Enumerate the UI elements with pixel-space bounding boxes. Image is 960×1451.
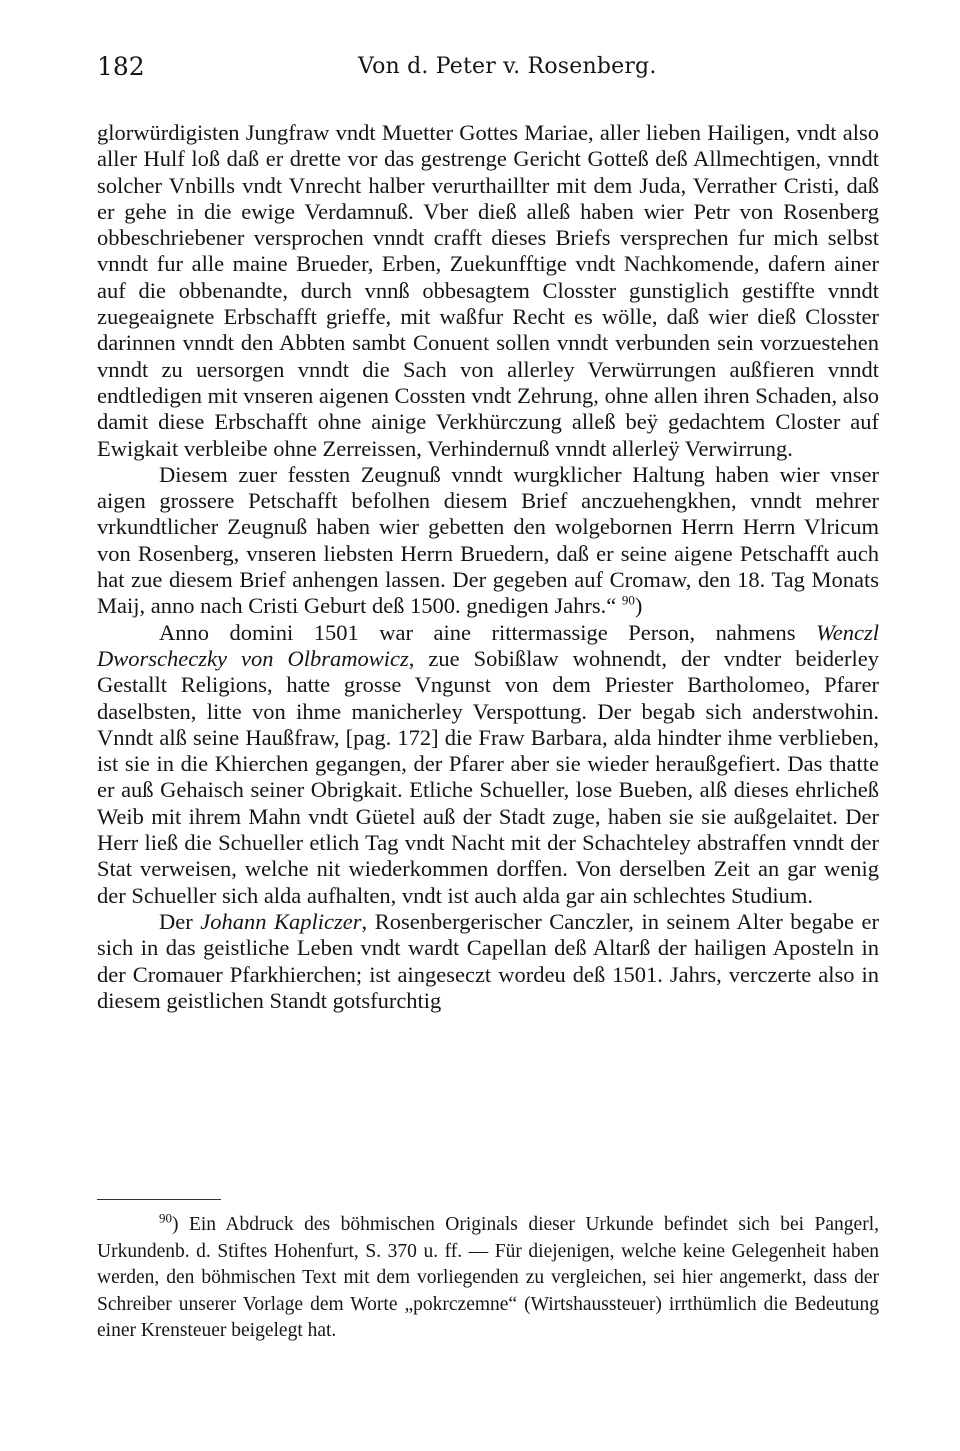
footnote-reference-paren: ): [634, 593, 643, 619]
main-text: [97, 120, 879, 1014]
footnote-reference: 90: [621, 592, 635, 608]
paragraph-3: [97, 620, 879, 909]
paragraph-2: [97, 462, 879, 620]
paragraph-4-start: Der: [159, 908, 201, 934]
paragraph-4-rest: , Rosenbergerischer Canczler, in seinem Alter begabe er sich in das geistliche Leben vndt wardt Capellan deß Altarß der hailigen Aposteln in der Cromauer Pfarkhierchen; ist aingeseczt wordeu deß 1501. Jahrs, verczerte also in diesem geistlichen Standt gotsfurchtig: [97, 908, 879, 1013]
paragraph-4: [97, 909, 879, 1014]
paragraph-2-text: Diesem zuer fessten Zeugnuß vnndt wurgklicher Haltung haben wier vnser aigen grossere Petschafft befolhen diesem Brief anczuehengkhen, vnndt mehrer vrkundtlicher Zeugnuß haben wier gebetten den wolgebornen Herrn Herrn Vlricum von Rosenberg, vnseren liebsten Herrn Bruedern, daß er seine aigene Petschafft auch hat zue diesem Brief anhengen lassen. Der gegeben auf Cromaw, den 18. Tag Monats Maij, anno nach Cristi Geburt deß 1500. gnedigen Jahrs.“: [97, 461, 879, 619]
paragraph-3-start: Anno domini 1501 war aine rittermassige Person, nahmens: [159, 619, 817, 645]
paragraph-1: glorwürdigisten Jungfraw vndt Muetter Gottes Mariae, aller lieben Hailigen, vndt also aller Hulf loß daß er drette vor das gestrenge Gericht Gotteß deß Allmechtigen, vnndt solcher Vnbills vndt Vnrecht halber verurthaillter mit dem Juda, Verrather Cristi, daß er gehe in die ewige Verdamnuß. Vber dieß alleß haben wier Petr von Rosenberg obbeschriebener versprochen vnndt crafft dieses Briefs versprechen fur mich selbst vnndt fur alle maine Brueder, Erben, Zuekunfftige vndt Nachkomende, dafern ainer auf die obbenandte, durch vnnß obbesagtem Closster gunstiglich gestiffte vnndt zuegeaignete Erbschafft grieffe, mit waßfur Recht es wölle, daß wier dieß Closster darinnen vnndt den Abbten sambt Conuent sollen vnndt verbunden sein vorzuestehen vnndt zu uersorgen vnndt die Sach von allerley Verwürrungen außfieren vnndt endtledigen mit vnseren aigenen Cossten vndt Zehrung, ohne allen ihren Schaden, also damit diese Erbschafft ohne ainige Verkhürczung alleß beÿ gedachtem Closter auf Ewigkait verbleibe ohne Zerreissen, Verhindernuß vnndt allerleÿ Verwirrung.: [97, 120, 879, 461]
footnotes: [97, 1212, 879, 1345]
running-head: Von d. Peter v. Rosenberg.: [358, 54, 657, 79]
footnote-mark: 90: [159, 1210, 172, 1226]
person-name-kapliczer: Johann Kapliczer: [200, 908, 362, 934]
footnote-mark-paren: ): [172, 1214, 179, 1235]
person-name-dworscheczky: Wenczl Dworscheczky von Olbramowicz: [97, 619, 879, 671]
footnote-90: [97, 1212, 879, 1345]
footnote-divider: [97, 1199, 221, 1200]
page-header: [97, 52, 879, 88]
page-number: 182: [97, 52, 145, 81]
footnote-text: Ein Abdruck des böhmischen Originals dieser Urkunde befindet sich bei Pangerl, Urkundenb. d. Stiftes Hohenfurt, S. 370 u. ff. — Für diejenigen, welche keine Gelegenheit haben werden, den böhmischen Text mit dem vorliegenden zu vergleichen, sei hier angemerkt, dass der Schreiber unserer Vorlage dem Worte „pokrczemne“ (Wirtshaussteuer) irrthümlich die Bedeutung einer Krensteuer beigelegt hat.: [97, 1214, 879, 1341]
paragraph-3-rest: , zue Sobißlaw wohnendt, der vndter beiderley Gestallt Religions, hatte grosse Vngunst von dem Priester Bartholomeo, Pfarer daselbsten, litte von ihme manicherley Verspottung. Der begab sich anderstwohin. Vnndt alß seine Haußfraw, [pag. 172] die Fraw Barbara, alda hindter ihme verblieben, ist sie in die Khierchen gegangen, der Pfarer aber sie wieder heraußgefiert. Das thatte er auß Gehaisch seiner Obrigkait. Etliche Schueller, lose Bueben, alß dieses ehrlicheß Weib mit ihrem Mahn vndt Güetel auß der Stadt zuge, haben sie sie außgelaitet. Der Herr ließ die Schueller etlich Tag vndt Nacht mit der Schachteley abstraffen vnndt der Stat verweisen, welche nit wiederkommen dorffen. Von derselben Zeit an gar wenig der Schueller sich alda aufhalten, vndt ist auch alda gar ain schlechtes Studium.: [97, 645, 879, 908]
